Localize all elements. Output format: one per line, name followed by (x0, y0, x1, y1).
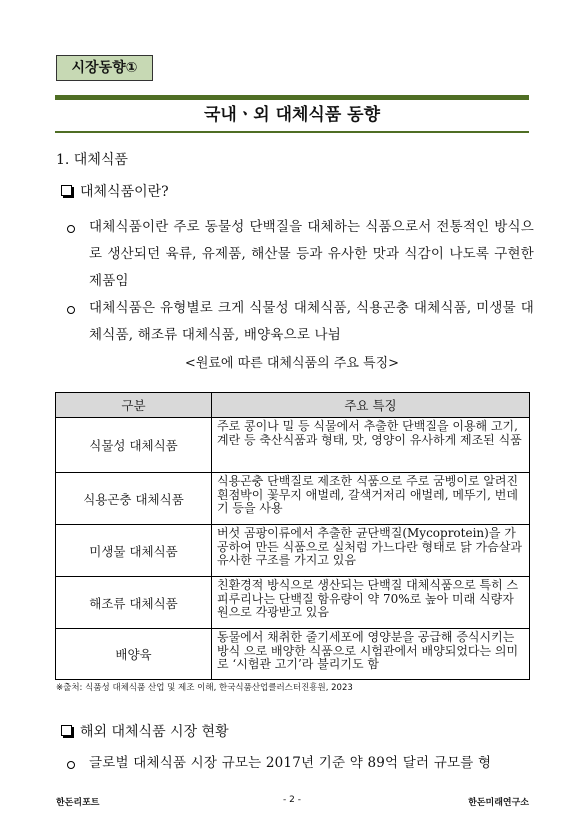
footer-report-name: 한돈리포트 (56, 798, 100, 808)
subheading-overseas-market: 해외 대체식품 시장 현황 (80, 724, 229, 740)
page-title: 국내ㆍ외 대체식품 동향 (203, 105, 381, 125)
section-tag: 시장동향① (56, 55, 153, 81)
features-table (55, 392, 530, 680)
table-row (56, 629, 530, 680)
table-cell-feature: 버섯 곰팡이류에서 추출한 균단백질(Mycoprotein)을 가공하여 만든 식품으로 실처럼 가느다란 형태로 닭 가슴살과 유사한 구조를 가지고 있음 (212, 525, 530, 577)
table-cell-category: 해조류 대체식품 (56, 577, 212, 629)
paragraph-definition: 대체식품이란 주로 동물성 단백질을 대체하는 식품으로서 전통적인 방식으로 생산되던 육류, 유제품, 해산물 등과 유사한 맛과 식감이 나도록 구현한 제품임 (89, 219, 534, 289)
table-cell-feature: 식용곤충 단백질로 제조한 식품으로 주로 굼벵이로 알려진 흰점박이 꽃무지 애벌레, 갈색거저리 애벌레, 메뚜기, 번데기 등을 사용 (212, 473, 530, 525)
checkbox-icon (61, 185, 72, 196)
circle-bullet-icon (67, 225, 75, 233)
table-row (56, 418, 530, 473)
subheading-what-is: 대체식품이란? (80, 184, 169, 200)
table-cell-feature: 친환경적 방식으로 생산되는 단백질 대체식품으로 특히 스피루리나는 단백질 함유량이 약 70%로 높아 미래 식량자원으로 각광받고 있음 (212, 577, 530, 629)
checkbox-icon (61, 725, 72, 736)
circle-bullet-icon (67, 306, 75, 314)
table-header-category: 구분 (56, 393, 212, 418)
table-cell-category: 식용곤충 대체식품 (56, 473, 212, 525)
table-cell-category: 미생물 대체식품 (56, 525, 212, 577)
table-row (56, 525, 530, 577)
table-cell-feature: 주로 콩이나 밀 등 식물에서 추출한 단백질을 이용해 고기, 계란 등 축산식품과 형태, 맛, 영양이 유사하게 제조된 식품 (212, 418, 530, 473)
circle-bullet-icon (67, 761, 75, 769)
footer-institute: 한돈미래연구소 (468, 798, 529, 808)
table-header-feature: 주요 특징 (212, 393, 530, 418)
table-cell-feature: 동물에서 채취한 줄기세포에 영양분을 공급해 증식시키는 방식 으로 배양한 식품으로 시험관에서 배양되었다는 의미로 ‘시험관 고기’라 불리기도 함 (212, 629, 530, 680)
table-caption: <원료에 따른 대체식품의 주요 특징> (184, 356, 400, 371)
table-row (56, 473, 530, 525)
paragraph-global-market: 글로벌 대체식품 시장 규모는 2017년 기준 약 89억 달러 규모를 형 (89, 755, 492, 771)
page-number: - 2 - (283, 795, 301, 805)
title-top-rule (55, 95, 529, 100)
title-bottom-rule (55, 131, 529, 133)
table-cell-category: 배양육 (56, 629, 212, 680)
section-heading: 1. 대체식품 (56, 152, 128, 168)
table-cell-category: 식물성 대체식품 (56, 418, 212, 473)
source-note: ※출처: 식품성 대체식품 산업 및 제조 이해, 한국식품산업클러스터진흥원, 2023 (56, 683, 353, 693)
paragraph-types: 대체식품은 유형별로 크게 식물성 대체식품, 식용곤충 대체식품, 미생물 대체식품, 해조류 대체식품, 배양육으로 나뉨 (89, 300, 534, 343)
table-row (56, 577, 530, 629)
